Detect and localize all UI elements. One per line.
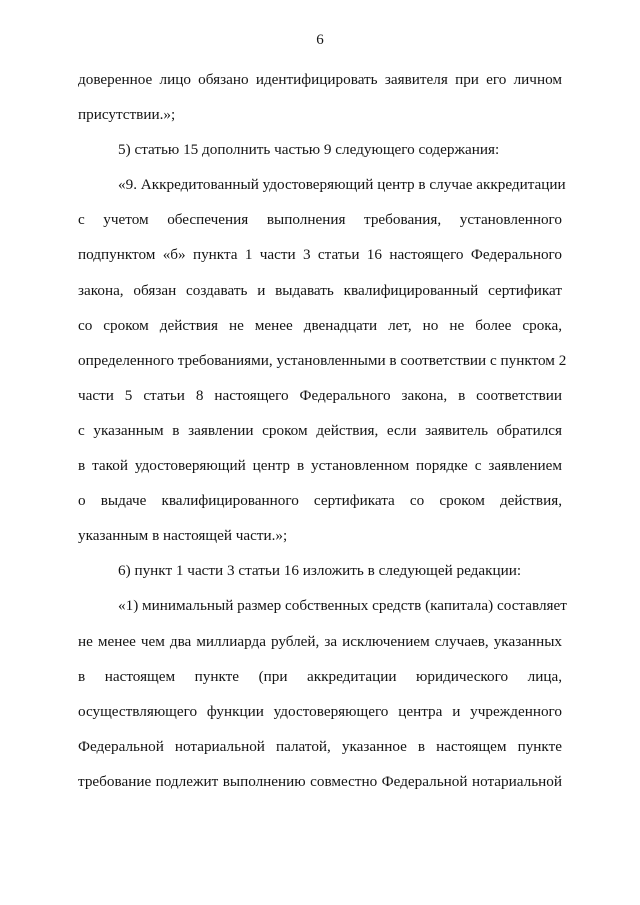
text-line: со сроком действия не менее двенадцати лет, но не более срока, [78,316,562,334]
text-line: присутствии.»; [78,106,176,124]
text-line: с учетом обеспечения выполнения требования, установленного [78,211,562,229]
text-line: определенного требованиями, установленными в соответствии с пунктом 2 [78,351,567,369]
text-line: о выдаче квалифицированного сертификата со сроком действия, [78,492,562,510]
text-line: части 5 статьи 8 настоящего Федерального закона, в соответствии [78,386,562,404]
document-body [78,62,567,799]
text-line: «9. Аккредитованный удостоверяющий центр в случае аккредитации [118,176,566,194]
text-line: «1) минимальный размер собственных средств (капитала) составляет [118,597,567,615]
text-line: закона, обязан создавать и выдавать квалифицированный сертификат [78,281,562,299]
text-line: подпунктом «б» пункта 1 части 3 статьи 16 настоящего Федерального [78,246,562,264]
text-line: в такой удостоверяющий центр в установленном порядке с заявлением [78,457,562,475]
text-line: доверенное лицо обязано идентифицировать заявителя при его личном [78,71,562,88]
text-line: указанным в настоящей части.»; [78,527,288,545]
text-line: с указанным в заявлении сроком действия, если заявитель обратился [78,421,562,439]
text-line: 5) статью 15 дополнить частью 9 следующего содержания: [118,141,500,159]
text-line: не менее чем два миллиарда рублей, за исключением случаев, указанных [78,632,562,650]
text-line: в настоящем пункте (при аккредитации юридического лица, [78,667,562,685]
text-line: 6) пункт 1 части 3 статьи 16 изложить в следующей редакции: [118,562,522,580]
text-line: осуществляющего функции удостоверяющего центра и учрежденного [78,702,562,720]
text-line: требование подлежит выполнению совместно Федеральной нотариальной [78,772,562,790]
page-number: 6 [316,32,324,48]
text-line: Федеральной нотариальной палатой, указанное в настоящем пункте [78,737,562,755]
